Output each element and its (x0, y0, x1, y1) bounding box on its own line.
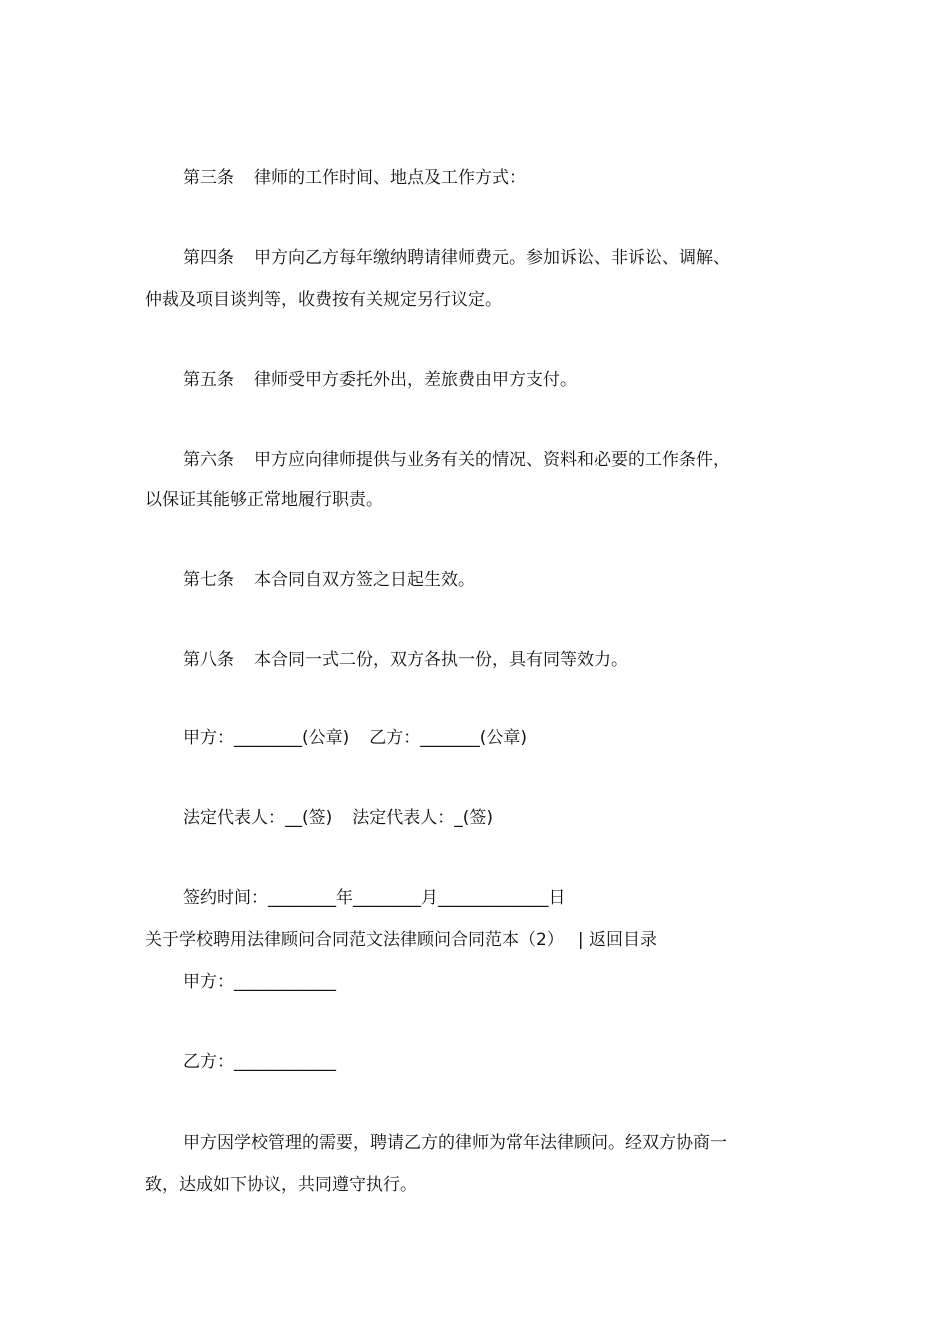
article-8-text: 本合同一式二份，双方各执一份，具有同等效力。 (254, 650, 628, 670)
article-4-text-line-1: 甲方向乙方每年缴纳聘请律师费元。参加诉讼、非诉讼、调解、 (254, 248, 730, 268)
party-b-seal: 乙方：_______(公章) (369, 728, 528, 748)
signature-parties (183, 728, 843, 748)
section-2-party-a: 甲方：____________ (183, 972, 336, 992)
article-5-number: 第五条 (183, 370, 234, 390)
article-3 (183, 168, 843, 188)
article-4 (183, 248, 843, 268)
section-2-title: 关于学校聘用法律顾问合同范文法律顾问合同范本（2） (145, 930, 564, 950)
section-2-heading (145, 930, 805, 950)
representative-a-sign: 法定代表人：__(签) (183, 808, 333, 828)
section-2-intro-line-2: 致，达成如下协议，共同遵守执行。 (145, 1175, 417, 1195)
back-to-toc-link[interactable]: | 返回目录 (577, 930, 657, 950)
section-2-party-b: 乙方：____________ (183, 1052, 336, 1072)
signature-representatives (183, 808, 843, 828)
article-6-number: 第六条 (183, 450, 234, 470)
article-4-text-line-2: 仲裁及项目谈判等，收费按有关规定另行议定。 (145, 290, 502, 310)
article-4-number: 第四条 (183, 248, 234, 268)
article-6 (183, 450, 843, 470)
representative-b-sign: 法定代表人：_(签) (352, 808, 494, 828)
article-5 (183, 370, 843, 390)
signing-date: 签约时间：________年________月_____________日 (183, 888, 566, 908)
article-3-text: 律师的工作时间、地点及工作方式： (254, 168, 526, 188)
article-8 (183, 650, 843, 670)
article-8-number: 第八条 (183, 650, 234, 670)
article-6-text-line-2: 以保证其能够正常地履行职责。 (145, 490, 383, 510)
article-7-number: 第七条 (183, 570, 234, 590)
article-7-text: 本合同自双方签之日起生效。 (254, 570, 475, 590)
section-2-intro-line-1: 甲方因学校管理的需要，聘请乙方的律师为常年法律顾问。经双方协商一 (183, 1133, 727, 1153)
article-5-text: 律师受甲方委托外出，差旅费由甲方支付。 (254, 370, 577, 390)
article-6-text-line-1: 甲方应向律师提供与业务有关的情况、资料和必要的工作条件， (254, 450, 730, 470)
party-a-seal: 甲方：________(公章) (183, 728, 350, 748)
article-7 (183, 570, 843, 590)
article-3-number: 第三条 (183, 168, 234, 188)
